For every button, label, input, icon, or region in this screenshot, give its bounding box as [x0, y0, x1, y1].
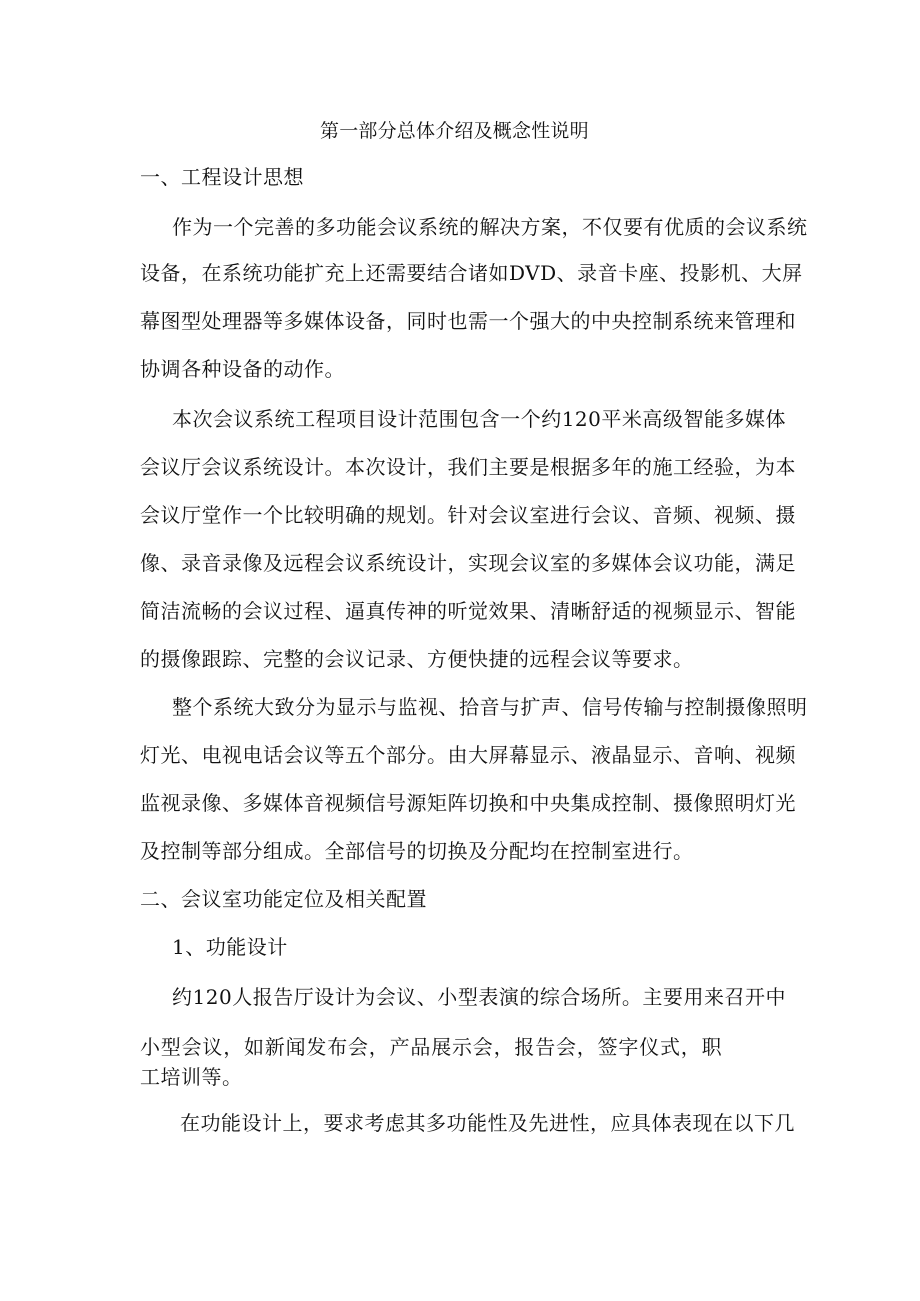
paragraph-1-line-3: 幕图型处理器等多媒体设备，同时也需一个强大的中央控制系统来管理和	[140, 309, 796, 333]
paragraph-2-line-5: 简洁流畅的会议过程、逼真传神的听觉效果、清晰舒适的视频显示、智能	[140, 599, 796, 623]
paragraph-3-line-2: 灯光、电视电话会议等五个部分。由大屏幕显示、液晶显示、音响、视频	[140, 743, 796, 767]
paragraph-1-line-4: 协调各种设备的动作。	[140, 357, 345, 381]
paragraph-2-line-3: 会议厅堂作一个比较明确的规划。针对会议室进行会议、音频、视频、摄	[140, 503, 796, 527]
paragraph-2-line-6: 的摄像跟踪、完整的会议记录、方便快捷的远程会议等要求。	[140, 647, 694, 671]
paragraph-2-line-4: 像、录音录像及远程会议系统设计，实现会议室的多媒体会议功能，满足	[140, 551, 796, 575]
paragraph-3-line-3: 监视录像、多媒体音视频信号源矩阵切换和中央集成控制、摄像照明灯光	[140, 791, 796, 815]
paragraph-3-line-1: 整个系统大致分为显示与监视、拾音与扩声、信号传输与控制摄像照明	[172, 695, 808, 719]
section-2-heading: 二、会议室功能定位及相关配置	[140, 887, 427, 911]
paragraph-4-line-2: 小型会议，如新闻发布会，产品展示会，报告会，签字仪式，职	[140, 1035, 723, 1059]
paragraph-2-line-1: 本次会议系统工程项目设计范围包含一个约120平米高级智能多媒体	[172, 407, 786, 431]
paragraph-1-line-1: 作为一个完善的多功能会议系统的解决方案，不仅要有优质的会议系统	[172, 215, 808, 239]
section-1-heading: 一、工程设计思想	[140, 165, 304, 189]
paragraph-3-line-4: 及控制等部分组成。全部信号的切换及分配均在控制室进行。	[140, 839, 694, 863]
paragraph-4-line-1: 约120人报告厅设计为会议、小型表演的综合场所。主要用来召开中	[172, 985, 786, 1009]
paragraph-1-line-2: 设备，在系统功能扩充上还需要结合诸如DVD、录音卡座、投影机、大屏	[140, 261, 803, 285]
subsection-1-heading: 1、功能设计	[172, 935, 288, 959]
paragraph-2-line-2: 会议厅会议系统设计。本次设计，我们主要是根据多年的施工经验，为本	[140, 455, 796, 479]
document-title: 第一部分总体介绍及概念性说明	[320, 120, 589, 142]
paragraph-5-line-1: 在功能设计上，要求考虑其多功能性及先进性，应具体表现在以下几	[180, 1111, 795, 1135]
paragraph-4-line-3: 工培训等。	[140, 1065, 243, 1089]
